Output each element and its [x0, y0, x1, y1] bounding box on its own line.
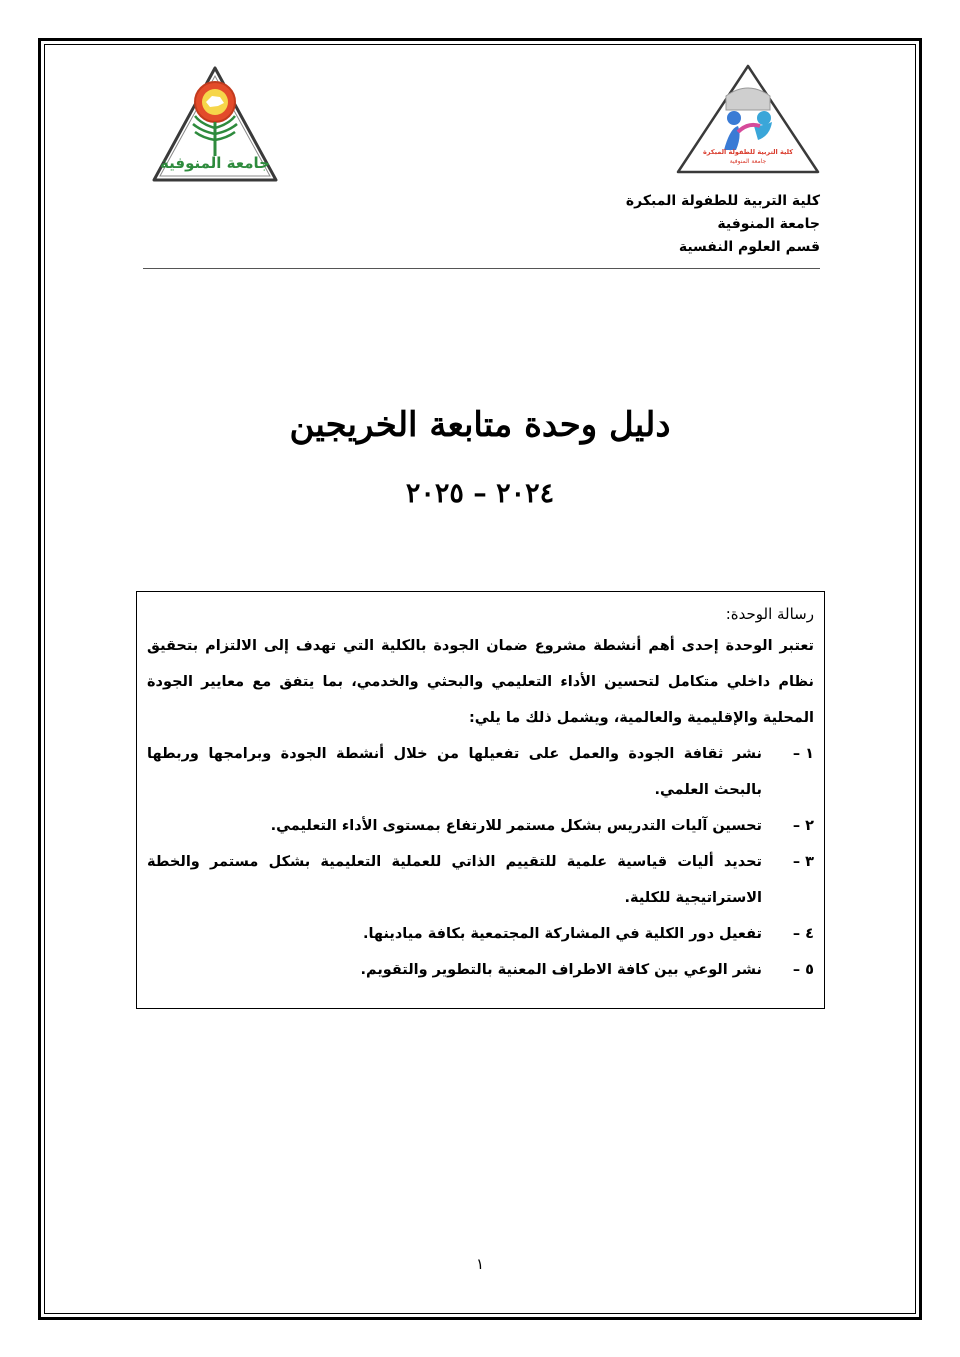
list-item-number: ٥ – — [792, 962, 814, 978]
list-item — [147, 844, 814, 916]
left-logo-text: جامعة المنوفية — [160, 154, 270, 172]
right-logo-text-line1: كلية التربية للطفولة المبكرة — [702, 148, 794, 156]
right-logo-text-line2: جامعة المنوفية — [729, 158, 767, 165]
list-item-text: تحسين آليات التدريس بشكل مستمر للارتفاع بمستوى الأداء التعليمي. — [270, 818, 762, 834]
list-item — [147, 736, 814, 808]
department-name: قسم العلوم النفسية — [678, 239, 820, 255]
list-item — [147, 808, 814, 844]
list-item-number: ٢ – — [792, 818, 814, 834]
page-number: ١ — [475, 1255, 485, 1273]
academic-years: ٢٠٢٤ – ٢٠٢٥ — [405, 478, 555, 509]
university-name: جامعة المنوفية — [717, 216, 820, 232]
list-item-text: نشر الوعي بين كافة الاطراف المعنية بالتطوير والتقويم. — [360, 962, 762, 978]
faculty-logo — [668, 62, 828, 180]
faculty-name: كلية التربية للطفولة المبكرة — [625, 193, 820, 209]
list-item-text: تفعيل دور الكلية في المشاركة المجتمعية بكافة ميادينها. — [362, 926, 762, 942]
list-item-number: ١ – — [792, 746, 814, 762]
list-item-number: ٣ – — [792, 854, 814, 870]
list-item-text: نشر ثقافة الجودة والعمل على تفعيلها من خلال أنشطة الجودة وبرامجها وربطها بالبحث العلمي. — [147, 746, 762, 798]
message-list — [147, 736, 814, 988]
message-intro: تعتبر الوحدة إحدى أهم أنشطة مشروع ضمان الجودة بالكلية التي تهدف إلى الالتزام بتحقيق نظام داخلي متكامل لتحسين الأداء التعليمي والبحثي والخدمي، بما يتفق مع معايير الجودة المحلية والإقليمية والعالمية، ويشمل ذلك ما يلي: — [147, 638, 814, 726]
list-item — [147, 952, 814, 988]
unit-message-box — [136, 591, 825, 1009]
document-title: دليل وحدة متابعة الخريجين — [289, 405, 671, 445]
header-divider — [143, 268, 820, 269]
list-item-text: تحديد أليات قياسية علمية للتقييم الذاتي للعملية التعليمية بشكل مستمر والخطة الاستراتيجية للكلية. — [147, 854, 762, 906]
menoufia-university-logo — [140, 62, 290, 190]
list-item — [147, 916, 814, 952]
list-item-number: ٤ – — [792, 926, 814, 942]
message-heading: رسالة الوحدة: — [725, 605, 814, 623]
header-block — [420, 190, 820, 259]
